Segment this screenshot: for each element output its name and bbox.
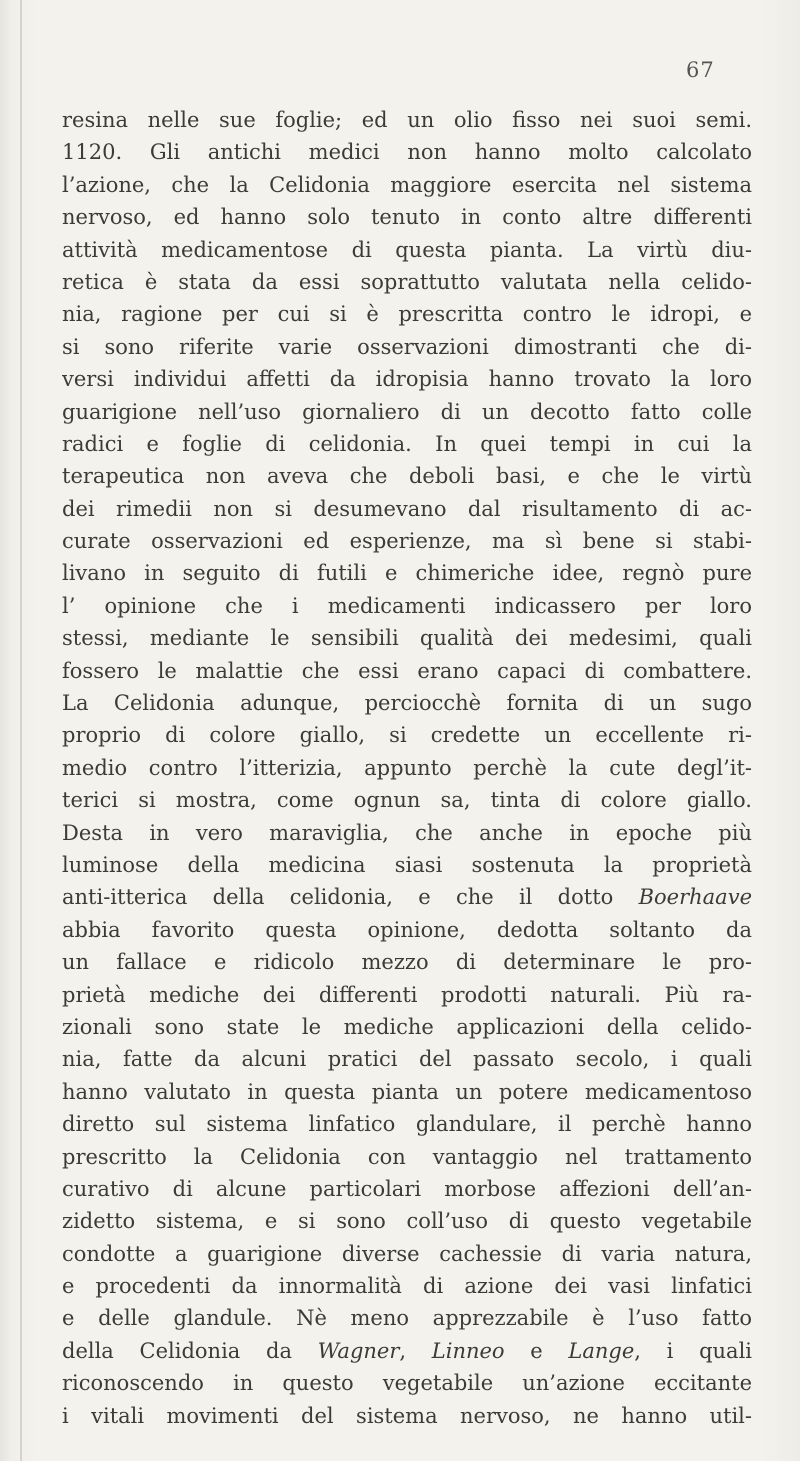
text-line: resina nelle sue foglie; ed un olio fisso nei suoi semi. — [62, 108, 752, 132]
text-line: retica è stata da essi soprattutto valutata nella celido- — [62, 269, 752, 294]
text-line: proprio di colore giallo, si credette un eccellente ri- — [62, 723, 752, 748]
text-line: stessi, mediante le sensibili qualità dei medesimi, quali — [62, 626, 752, 651]
text-line: l’ opinione che i medicamenti indicassero per loro — [62, 593, 752, 618]
text-line: curativo di alcune particolari morbose affezioni dell’an- — [62, 1176, 752, 1201]
text-line: riconoscendo in questo vegetabile un’azione eccitante — [62, 1371, 752, 1396]
text-line: livano in seguito di futili e chimeriche idee, regnò pure — [62, 561, 752, 586]
text-line: nia, fatte da alcuni pratici del passato secolo, i quali — [62, 1047, 752, 1072]
text-line: 1120. Gli antichi medici non hanno molto calcolato — [62, 140, 752, 165]
text-line: versi individui affetti da idropisia hanno trovato la loro — [62, 367, 752, 392]
page-number: 67 — [686, 58, 715, 82]
text-line: curate osservazioni ed esperienze, ma sì bene si stabi- — [62, 529, 752, 554]
text-line: zidetto sistema, e si sono coll’uso di questo vegetabile — [62, 1209, 752, 1234]
text-line: della Celidonia da Wagner, Linneo e Lange, i quali — [62, 1338, 752, 1363]
text-line: e delle glandule. Nè meno apprezzabile è l’uso fatto — [62, 1306, 752, 1331]
text-line: medio contro l’itterizia, appunto perchè la cute degl’it- — [62, 755, 752, 780]
text-line: luminose della medicina siasi sostenuta la proprietà — [62, 852, 752, 877]
text-line: anti-itterica della celidonia, e che il dotto Boerhaave — [62, 885, 752, 910]
text-line: Desta in vero maraviglia, che anche in epoche più — [62, 820, 752, 845]
text-line: abbia favorito questa opinione, dedotta soltanto da — [62, 917, 752, 942]
text-line: e procedenti da innormalità di azione dei vasi linfatici — [62, 1274, 752, 1299]
text-line: fossero le malattie che essi erano capaci di combattere. — [62, 658, 752, 683]
text-line: hanno valutato in questa pianta un potere medicamentoso — [62, 1079, 752, 1104]
text-line: un fallace e ridicolo mezzo di determinare le pro- — [62, 950, 752, 975]
text-line: prescritto la Celidonia con vantaggio nel trattamento — [62, 1144, 752, 1169]
text-line: La Celidonia adunque, perciocchè fornita di un sugo — [62, 691, 752, 716]
text-line: l’azione, che la Celidonia maggiore esercita nel sistema — [62, 172, 752, 197]
text-line: guarigione nell’uso giornaliero di un decotto fatto colle — [62, 399, 752, 424]
text-line: nervoso, ed hanno solo tenuto in conto altre differenti — [62, 205, 752, 230]
text-line: terapeutica non aveva che deboli basi, e che le virtù — [62, 464, 752, 489]
text-line: diretto sul sistema linfatico glandulare, il perchè hanno — [62, 1112, 752, 1137]
text-line: zionali sono state le mediche applicazioni della celido- — [62, 1014, 752, 1039]
text-line: attività medicamentose di questa pianta. La virtù diu- — [62, 237, 752, 262]
text-line: radici e foglie di celidonia. In quei tempi in cui la — [62, 431, 752, 456]
text-line: i vitali movimenti del sistema nervoso, ne hanno util- — [62, 1403, 752, 1428]
text-line: prietà mediche dei differenti prodotti naturali. Più ra- — [62, 982, 752, 1007]
text-line: si sono riferite varie osservazioni dimostranti che di- — [62, 334, 752, 359]
text-line: nia, ragione per cui si è prescritta contro le idropi, e — [62, 302, 752, 327]
text-line: dei rimedii non si desumevano dal risultamento di ac- — [62, 496, 752, 521]
binding-gutter — [20, 0, 22, 1461]
text-line: terici si mostra, come ognun sa, tinta di colore giallo. — [62, 788, 752, 813]
text-line: condotte a guarigione diverse cachessie di varia natura, — [62, 1241, 752, 1266]
body-text — [62, 104, 752, 1432]
